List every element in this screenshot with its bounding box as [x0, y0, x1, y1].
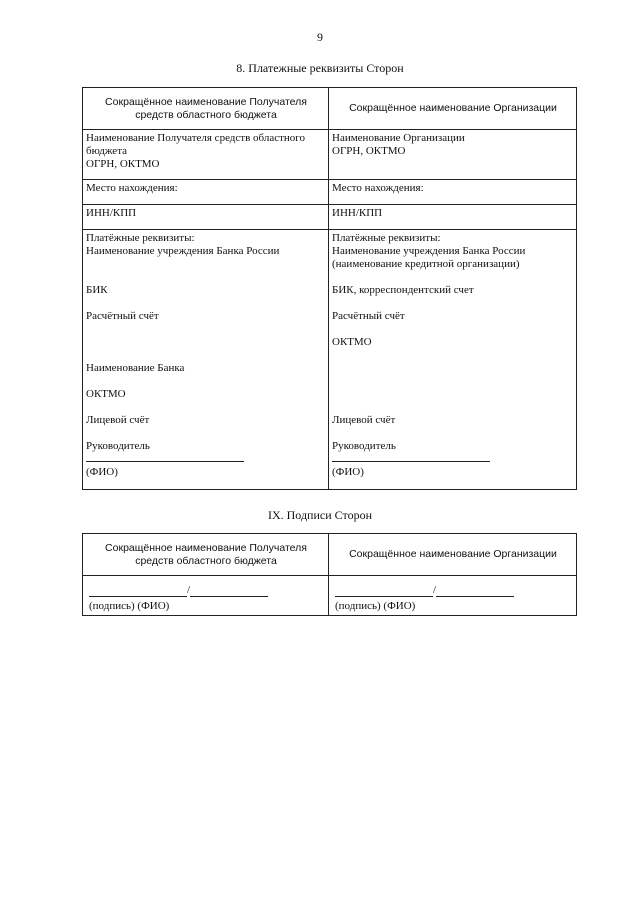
fio-label: (ФИО)	[332, 466, 364, 478]
payment-details-table	[82, 87, 577, 490]
personal-account-label: Лицевой счёт	[332, 414, 396, 426]
section-8-title: 8. Платежные реквизиты Сторон	[236, 61, 404, 75]
head-label: Руководитель	[86, 440, 150, 452]
signature-line	[89, 595, 187, 597]
organization-payment-details-cell	[329, 230, 577, 490]
slash: /	[187, 584, 191, 596]
signature-caption: (подпись) (ФИО)	[89, 600, 170, 612]
recipient-location-cell: Место нахождения:	[83, 180, 329, 205]
recipient-header: Сокращённое наименование Получателя средств областного бюджета	[83, 534, 329, 576]
head-label: Руководитель	[332, 440, 396, 452]
signatures-table	[82, 533, 577, 616]
signature-line	[335, 595, 433, 597]
signature-line	[86, 460, 244, 462]
signature-line-group	[335, 584, 514, 597]
personal-account-label: Лицевой счёт	[86, 414, 150, 426]
fio-line	[190, 595, 268, 597]
organization-name-cell: Наименование Организации ОГРН, ОКТМО	[329, 130, 577, 180]
recipient-payment-details-cell	[83, 230, 329, 490]
credit-org-label: (наименование кредитной организации)	[332, 258, 520, 270]
recipient-signature-cell	[83, 576, 329, 616]
signature-line-group	[89, 584, 268, 597]
organization-header: Сокращённое наименование Организации	[329, 88, 577, 130]
organization-location-cell: Место нахождения:	[329, 180, 577, 205]
bik-label: БИК	[86, 284, 108, 296]
signature-line	[332, 460, 490, 462]
organization-header: Сокращённое наименование Организации	[329, 534, 577, 576]
organization-signature-cell	[329, 576, 577, 616]
account-label: Расчётный счёт	[332, 310, 405, 322]
payment-title: Платёжные реквизиты:	[86, 232, 195, 244]
slash: /	[433, 584, 437, 596]
section-9-title: IX. Подписи Сторон	[267, 508, 373, 522]
page-number: 9	[317, 30, 323, 44]
bank-of-russia-label: Наименование учреждения Банка России	[332, 245, 526, 257]
oktmo-label: ОКТМО	[332, 336, 372, 348]
recipient-inn-cell: ИНН/КПП	[83, 205, 329, 230]
signature-caption: (подпись) (ФИО)	[335, 600, 416, 612]
organization-inn-cell: ИНН/КПП	[329, 205, 577, 230]
bank-name-label: Наименование Банка	[86, 362, 185, 374]
bik-label: БИК, корреспондентский счет	[332, 284, 474, 296]
fio-label: (ФИО)	[86, 466, 118, 478]
bank-of-russia-label: Наименование учреждения Банка России	[86, 245, 280, 257]
oktmo-label: ОКТМО	[86, 388, 126, 400]
payment-title: Платёжные реквизиты:	[332, 232, 441, 244]
fio-line	[436, 595, 514, 597]
recipient-name-cell: Наименование Получателя средств областного бюджета ОГРН, ОКТМО	[83, 130, 329, 180]
recipient-header: Сокращённое наименование Получателя средств областного бюджета	[83, 88, 329, 130]
account-label: Расчётный счёт	[86, 310, 159, 322]
